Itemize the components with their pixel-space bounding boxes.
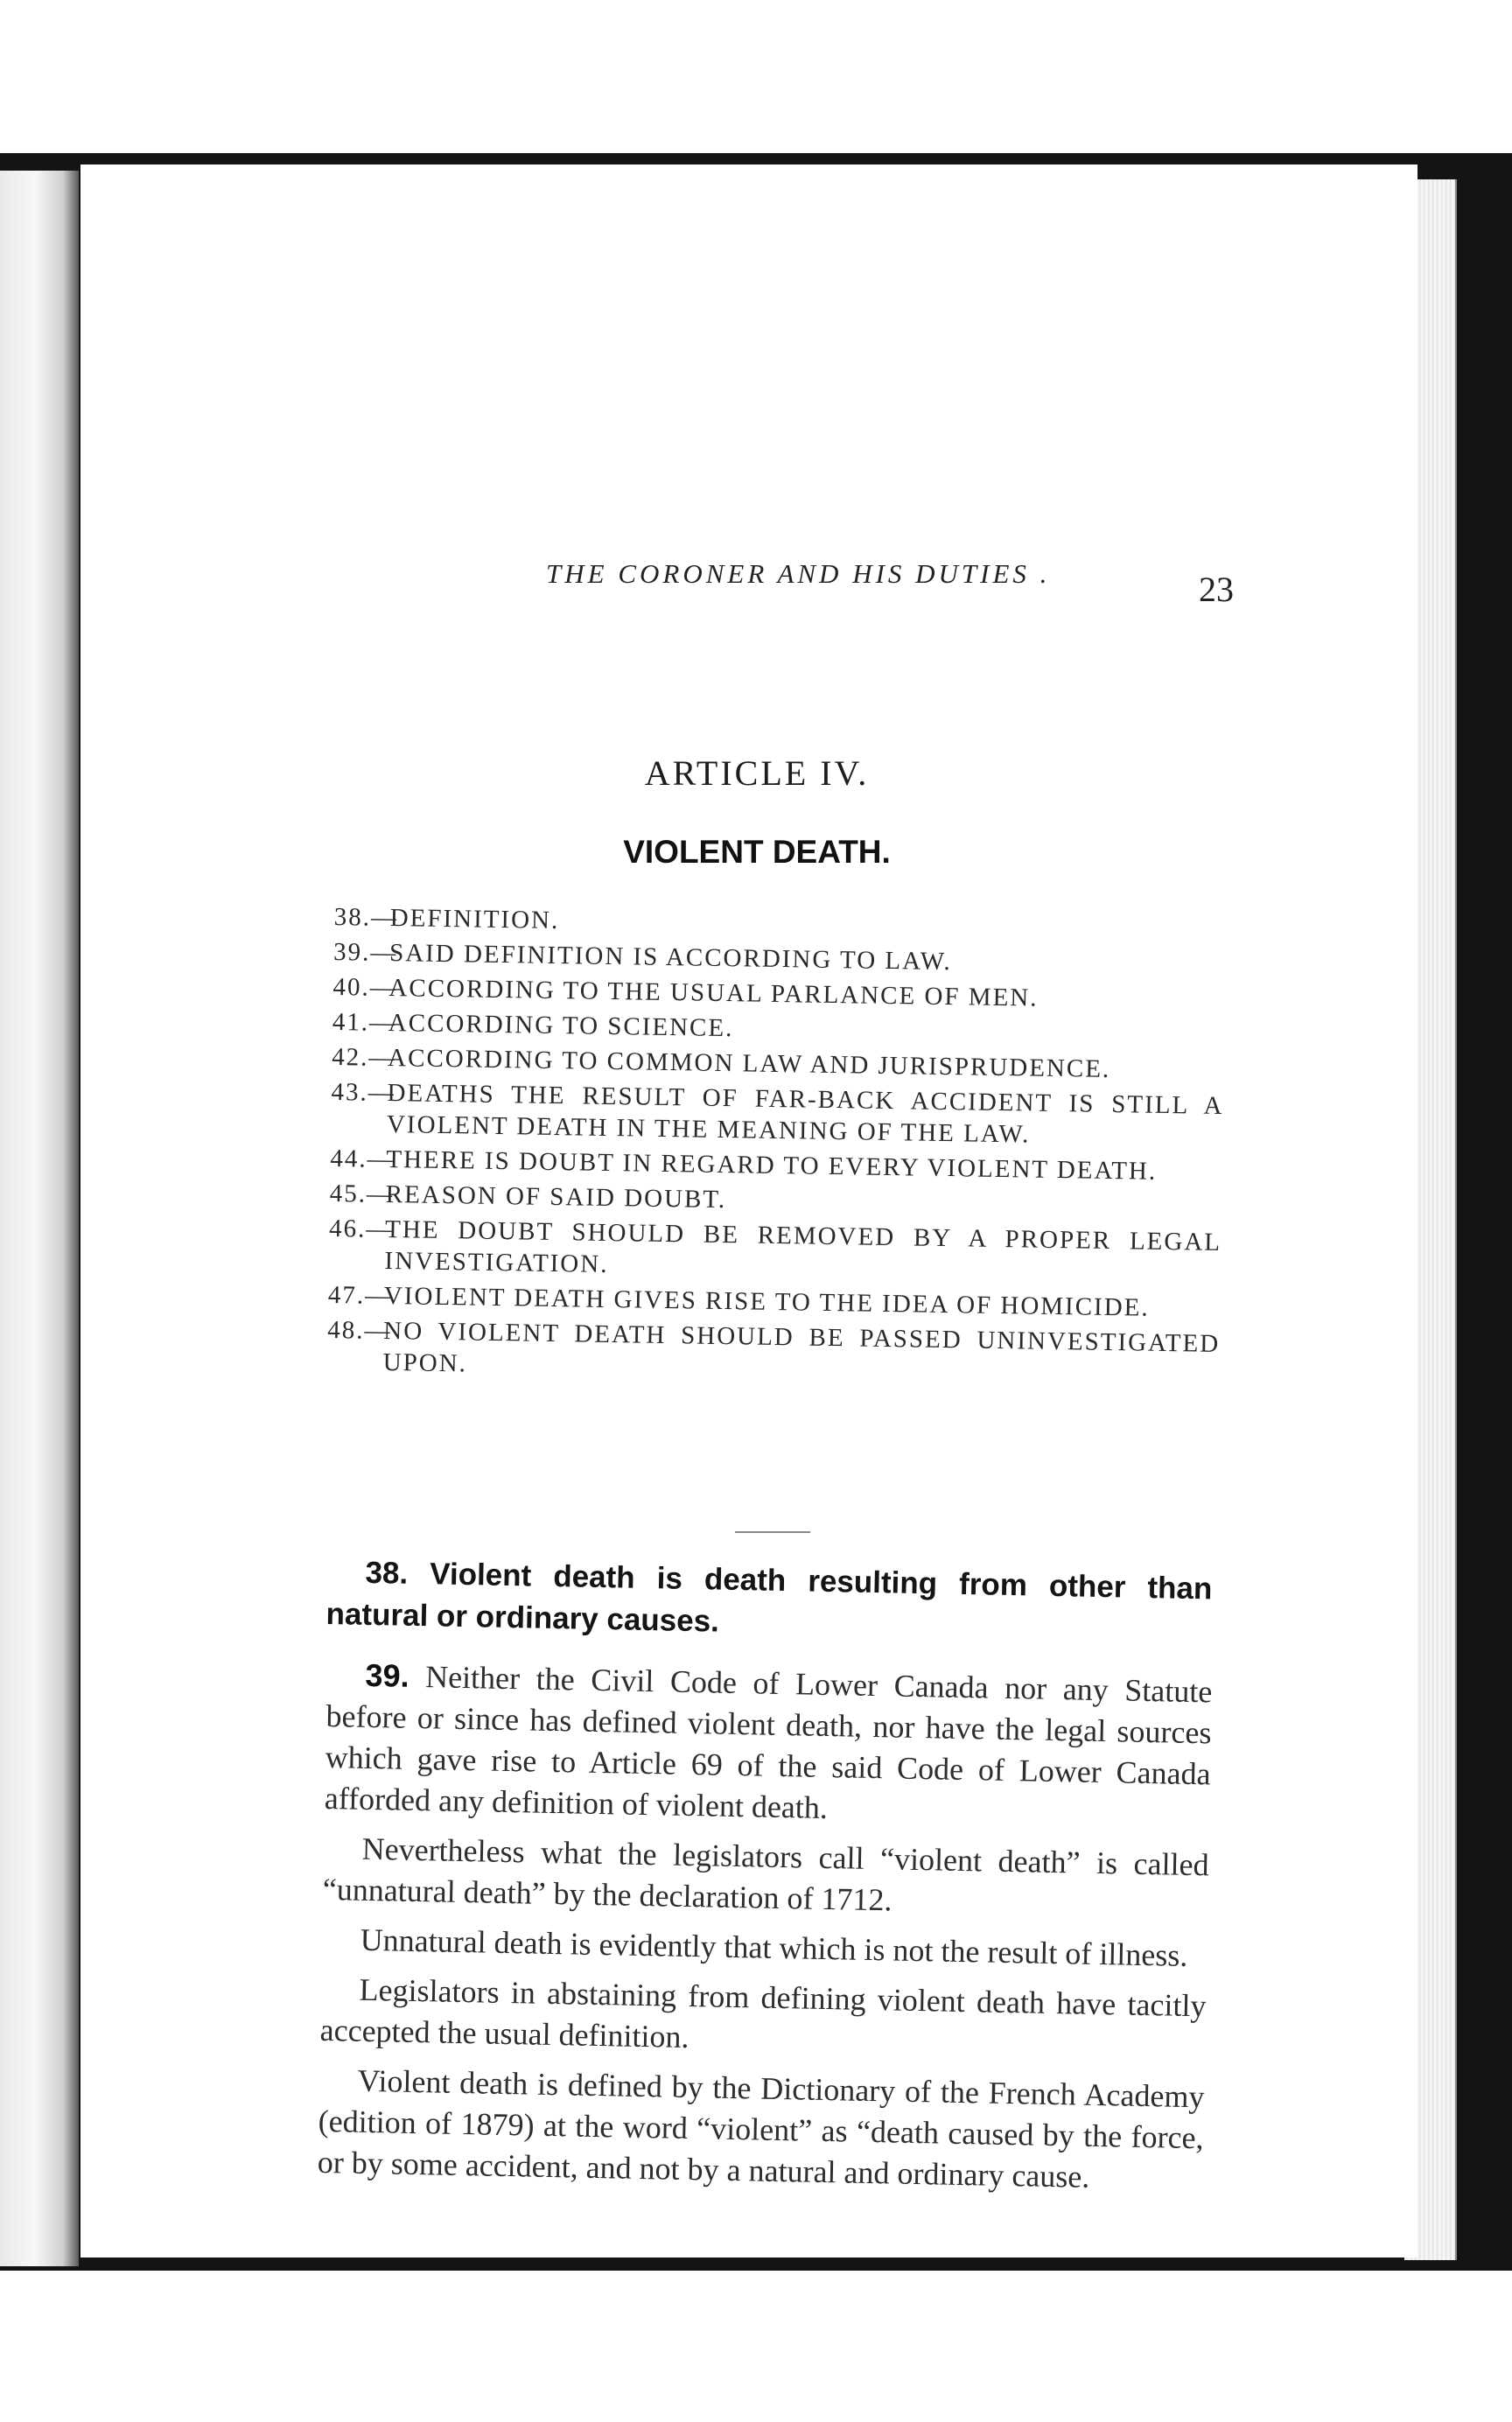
summary-item-number: 39.— xyxy=(332,937,398,968)
summary-item-number: 40.— xyxy=(332,972,397,1003)
summary-item-text: DEATHS THE RESULT OF FAR-BACK ACCIDENT IS STILL A VIOLENT DEATH IN THE MEANING OF THE LAW. xyxy=(386,1078,1224,1149)
summary-item-number: 43.— xyxy=(331,1077,396,1108)
paragraph-38-text: Violent death is death resulting from other than natural or ordinary causes. xyxy=(326,1557,1213,1639)
body-paragraph: Violent death is defined by the Dictionary of the French Academy (edition of 1879) at the word “violent” as “death caused by the force, or by some accident, and not by a natural and ordinary cause. xyxy=(317,2062,1205,2194)
body-text xyxy=(317,1654,1213,2208)
summary-list xyxy=(326,901,1226,1395)
summary-item-text: ACCORDING TO THE USUAL PARLANCE OF MEN. xyxy=(388,973,1039,1012)
summary-item-text: ACCORDING TO COMMON LAW AND JURISPRUDENCE. xyxy=(387,1043,1111,1083)
summary-item-text: NO VIOLENT DEATH SHOULD BE PASSED UNINVESTIGATED UPON. xyxy=(382,1316,1221,1378)
book-page xyxy=(80,164,1418,2258)
body-paragraph: Legislators in abstaining from defining violent death have tacitly accepted the usual definition. xyxy=(319,1971,1207,2055)
summary-item xyxy=(328,1213,1222,1290)
summary-item-number: 46.— xyxy=(328,1214,394,1244)
paragraph-39-text: Neither the Civil Code of Lower Canada nor any Statute before or since has defined violent death, nor have the legal sources which gave rise to Article 69 of the said Code of Lower Canada afforded any definition of violent death. xyxy=(324,1659,1213,1826)
summary-item xyxy=(326,1314,1220,1391)
paragraph-39-number: 39. xyxy=(365,1656,410,1694)
summary-item-text: ACCORDING TO SCIENCE. xyxy=(388,1008,734,1043)
summary-item-number: 42.— xyxy=(331,1042,396,1073)
summary-item-text: VIOLENT DEATH GIVES RISE TO THE IDEA OF HOMICIDE. xyxy=(383,1281,1150,1322)
summary-item-number: 41.— xyxy=(332,1007,397,1038)
summary-item-text: SAID DEFINITION IS ACCORDING TO LAW. xyxy=(388,939,952,976)
section-divider xyxy=(735,1531,810,1533)
body-paragraph: Unnatural death is evidently that which is not the result of illness. xyxy=(360,1922,1188,1973)
summary-item-text: REASON OF SAID DOUBT. xyxy=(385,1180,727,1214)
summary-item-number: 45.— xyxy=(329,1179,395,1209)
paragraph-38 xyxy=(326,1551,1213,1652)
summary-item-text: THE DOUBT SHOULD BE REMOVED BY A PROPER LEGAL INVESTIGATION. xyxy=(384,1214,1222,1278)
summary-item-number: 44.— xyxy=(330,1144,395,1174)
summary-item-text: DEFINITION. xyxy=(389,904,560,935)
running-title: THE CORONER AND HIS DUTIES . xyxy=(546,558,1051,589)
article-title: VIOLENT DEATH. xyxy=(623,834,891,870)
page-number: 23 xyxy=(1199,570,1234,609)
facing-page-edge xyxy=(0,171,79,2266)
summary-item-text: THERE IS DOUBT IN REGARD TO EVERY VIOLENT DEATH. xyxy=(386,1144,1158,1186)
paragraph-39 xyxy=(324,1654,1212,1836)
summary-item-number: 47.— xyxy=(327,1280,393,1311)
summary-item-number: 48.— xyxy=(327,1315,392,1346)
summary-item xyxy=(331,1076,1224,1153)
summary-item-number: 38.— xyxy=(333,902,399,933)
body-paragraph: Nevertheless what the legislators call “violent death” is called “unnatural death” by the declaration of 1712. xyxy=(322,1830,1209,1918)
article-label: ARTICLE IV. xyxy=(644,753,870,793)
paragraph-38-number: 38. xyxy=(365,1555,409,1591)
